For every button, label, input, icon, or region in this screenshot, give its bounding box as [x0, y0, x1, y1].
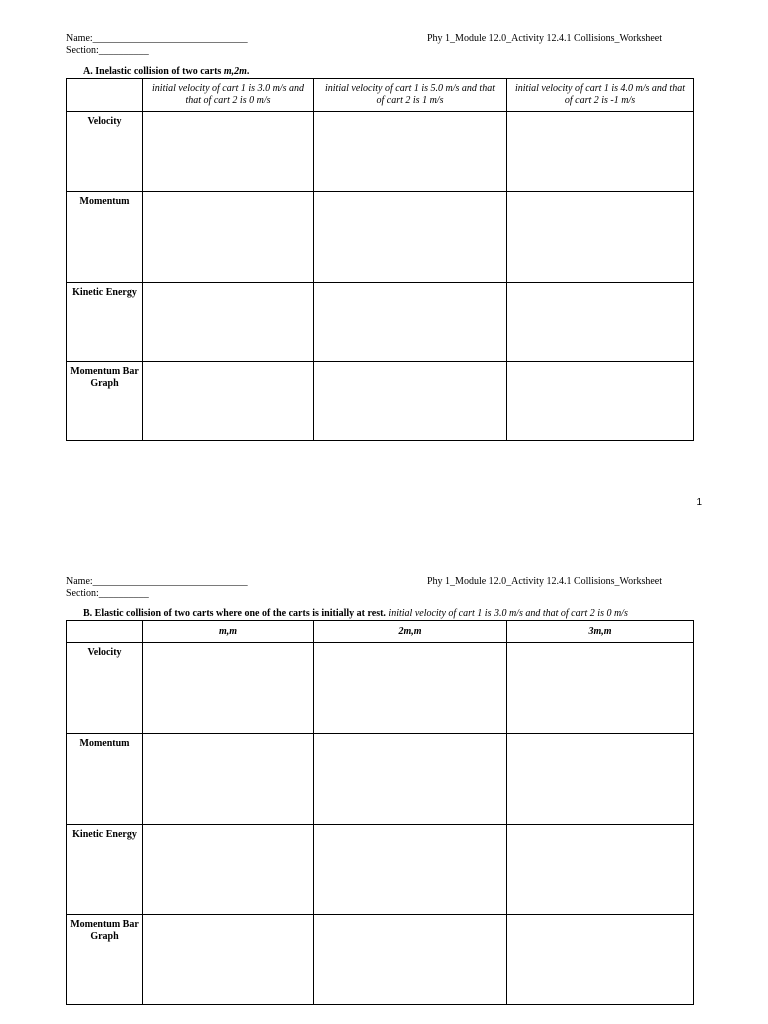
answer-cell[interactable]	[143, 283, 314, 362]
name-field-label: Name:_______________________________	[66, 576, 248, 587]
section-a-title	[83, 66, 249, 78]
section-field-label: Section:__________	[66, 45, 149, 56]
table-row	[67, 734, 694, 825]
section-a-title-carts: m,2m	[223, 66, 247, 77]
row-label-momentum-bar-graph: Momentum Bar Graph	[67, 915, 143, 1005]
answer-cell[interactable]	[314, 643, 507, 734]
answer-cell[interactable]	[507, 192, 694, 283]
table-row	[67, 362, 694, 441]
column-header: 2m,m	[314, 621, 507, 643]
answer-cell[interactable]	[143, 192, 314, 283]
answer-cell[interactable]	[143, 825, 314, 915]
table-row	[67, 192, 694, 283]
row-label-momentum: Momentum	[67, 734, 143, 825]
row-label-kinetic-energy: Kinetic Energy	[67, 283, 143, 362]
row-label-velocity: Velocity	[67, 112, 143, 192]
section-a-title-suffix: .	[246, 66, 250, 77]
answer-cell[interactable]	[507, 112, 694, 192]
section-b-title	[83, 608, 628, 620]
corner-cell	[67, 621, 143, 643]
document-title: Phy 1_Module 12.0_Activity 12.4.1 Collisions_Worksheet	[427, 576, 663, 587]
answer-cell[interactable]	[143, 915, 314, 1005]
row-label-kinetic-energy: Kinetic Energy	[67, 825, 143, 915]
column-header: initial velocity of cart 1 is 4.0 m/s and that of cart 2 is -1 m/s	[507, 79, 694, 112]
answer-cell[interactable]	[314, 283, 507, 362]
answer-cell[interactable]	[314, 915, 507, 1005]
answer-cell[interactable]	[507, 643, 694, 734]
answer-cell[interactable]	[314, 734, 507, 825]
answer-cell[interactable]	[314, 192, 507, 283]
column-header: m,m	[143, 621, 314, 643]
table-row	[67, 915, 694, 1005]
answer-cell[interactable]	[314, 112, 507, 192]
document-title: Phy 1_Module 12.0_Activity 12.4.1 Collisions_Worksheet	[427, 33, 663, 44]
name-field-label: Name:_______________________________	[66, 33, 248, 44]
section-field-label: Section:__________	[66, 588, 149, 599]
column-header: initial velocity of cart 1 is 3.0 m/s and that of cart 2 is 0 m/s	[143, 79, 314, 112]
table-row	[67, 283, 694, 362]
answer-cell[interactable]	[507, 734, 694, 825]
answer-cell[interactable]	[314, 825, 507, 915]
table-row	[67, 643, 694, 734]
answer-cell[interactable]	[143, 734, 314, 825]
corner-cell	[67, 79, 143, 112]
row-label-momentum-bar-graph: Momentum Bar Graph	[67, 362, 143, 441]
answer-cell[interactable]	[507, 915, 694, 1005]
table-row	[67, 825, 694, 915]
table-row	[67, 112, 694, 192]
answer-cell[interactable]	[507, 825, 694, 915]
table-header-row	[67, 79, 694, 112]
table-elastic	[66, 620, 694, 1005]
answer-cell[interactable]	[143, 362, 314, 441]
column-header: 3m,m	[507, 621, 694, 643]
page-number: 1	[696, 497, 702, 508]
answer-cell[interactable]	[507, 283, 694, 362]
section-b-title-bold: B. Elastic collision of two carts where one of the carts is initially at rest.	[83, 608, 386, 619]
column-header: initial velocity of cart 1 is 5.0 m/s and that of cart 2 is 1 m/s	[314, 79, 507, 112]
row-label-velocity: Velocity	[67, 643, 143, 734]
section-a-title-prefix: A. Inelastic collision of two carts	[83, 66, 224, 77]
answer-cell[interactable]	[143, 112, 314, 192]
row-label-momentum: Momentum	[67, 192, 143, 283]
answer-cell[interactable]	[314, 362, 507, 441]
table-inelastic	[66, 78, 694, 441]
answer-cell[interactable]	[143, 643, 314, 734]
table-header-row	[67, 621, 694, 643]
answer-cell[interactable]	[507, 362, 694, 441]
section-b-title-conditions: initial velocity of cart 1 is 3.0 m/s and that of cart 2 is 0 m/s	[385, 608, 628, 619]
